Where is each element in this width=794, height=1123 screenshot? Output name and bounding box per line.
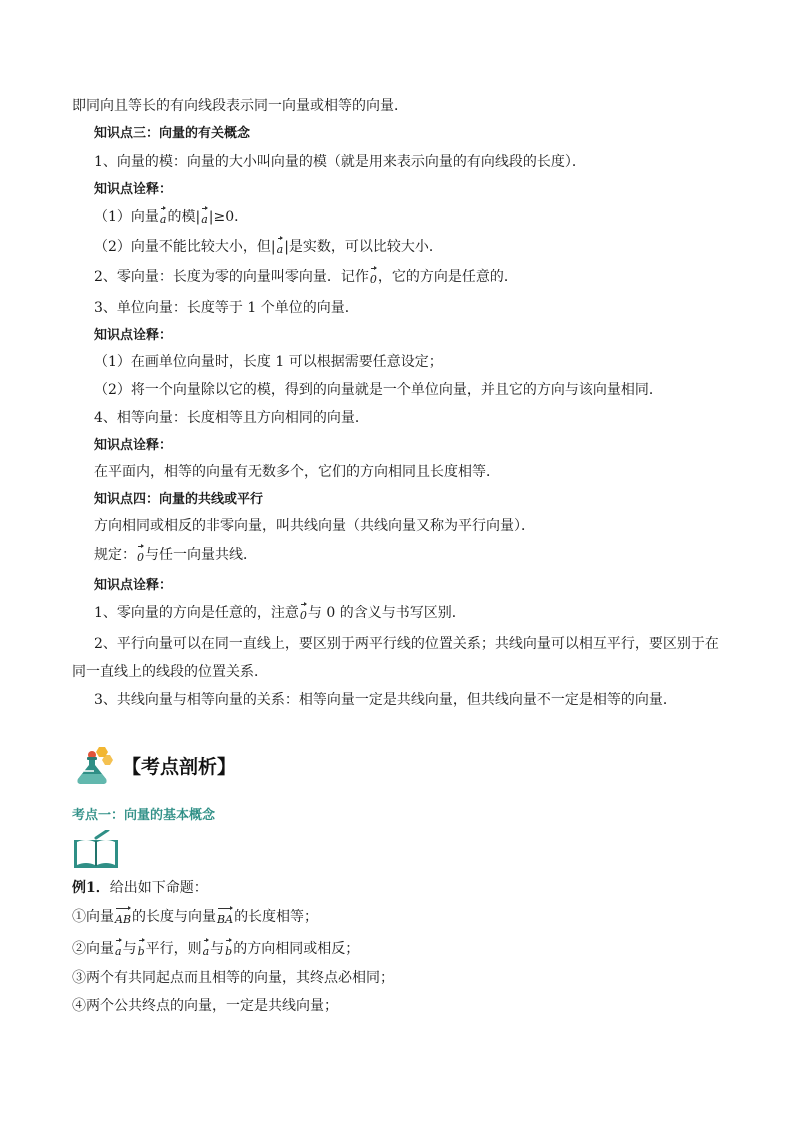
section-header xyxy=(72,743,236,787)
example-label: 例1． xyxy=(72,880,110,896)
proposition-4: ④两个公共终点的向量，一定是共线向量； xyxy=(72,998,338,1014)
paragraph: （1）向量a的模|a|≥0． xyxy=(94,206,248,230)
proposition-3: ③两个有共同起点而且相等的向量，其终点必相同； xyxy=(72,970,394,986)
paragraph: （2）将一个向量除以它的模，得到的向量就是一个单位向量，并且它的方向与该向量相同． xyxy=(94,382,663,398)
example-intro: 例1．给出如下命题： xyxy=(72,880,208,896)
book-icon xyxy=(72,830,120,870)
vector-symbol: BA xyxy=(217,906,233,930)
sub-heading: 考点一：向量的基本概念 xyxy=(72,808,216,823)
vector-symbol: a xyxy=(201,206,208,230)
proposition-1: ①向量AB的长度与向量BA的长度相等； xyxy=(72,906,318,930)
vector-symbol: a xyxy=(160,206,167,230)
section-title: 【考点剖析】 xyxy=(122,755,237,778)
paragraph: 规定：0与任一向量共线． xyxy=(94,544,257,568)
paragraph: 2、零向量：长度为零的向量叫零向量．记作0，它的方向是任意的． xyxy=(94,266,518,290)
heading-knowledge-3: 知识点三：向量的有关概念 xyxy=(94,126,251,141)
explanation-label: 知识点诠释： xyxy=(94,328,173,343)
vector-symbol: b xyxy=(138,938,145,962)
heading-knowledge-4: 知识点四：向量的共线或平行 xyxy=(94,492,264,507)
paragraph: 即同向且等长的有向线段表示同一向量或相等的向量． xyxy=(72,98,408,114)
paragraph: 3、单位向量：长度等于 1 个单位的向量． xyxy=(94,300,359,316)
paragraph: 方向相同或相反的非零向量，叫共线向量（共线向量又称为平行向量）． xyxy=(94,518,535,534)
vector-symbol: 0 xyxy=(300,602,307,626)
paragraph: 4、相等向量：长度相等且方向相同的向量． xyxy=(94,410,369,426)
vector-symbol: 0 xyxy=(370,266,377,290)
vector-symbol: a xyxy=(277,236,284,260)
paragraph: 3、共线向量与相等向量的关系：相等向量一定是共线向量，但共线向量不一定是相等的向量． xyxy=(94,692,677,708)
paragraph: 在平面内，相等的向量有无数多个，它们的方向相同且长度相等． xyxy=(94,464,500,480)
paragraph: 1、向量的模：向量的大小叫向量的模（就是用来表示向量的有向线段的长度）． xyxy=(94,154,586,170)
explanation-label: 知识点诠释： xyxy=(94,438,173,453)
vector-symbol: a xyxy=(115,938,122,962)
paragraph: （1）在画单位向量时，长度 1 可以根据需要任意设定； xyxy=(94,354,443,370)
paragraph: 同一直线上的线段的位置关系． xyxy=(72,664,268,680)
proposition-2: ②向量a与b平行，则a与b的方向相同或相反； xyxy=(72,938,359,962)
flask-icon xyxy=(72,743,118,787)
vector-symbol: b xyxy=(225,938,232,962)
paragraph: 2、平行向量可以在同一直线上，要区别于两平行线的位置关系；共线向量可以相互平行，要区别于在 xyxy=(94,636,719,652)
paragraph: （2）向量不能比较大小，但|a|是实数，可以比较大小． xyxy=(94,236,443,260)
explanation-label: 知识点诠释： xyxy=(94,182,173,197)
vector-symbol: 0 xyxy=(137,544,144,568)
paragraph: 1、零向量的方向是任意的，注意0与 0 的含义与书写区别． xyxy=(94,602,466,626)
vector-symbol: AB xyxy=(115,906,131,930)
vector-symbol: a xyxy=(203,938,210,962)
explanation-label: 知识点诠释： xyxy=(94,578,173,593)
